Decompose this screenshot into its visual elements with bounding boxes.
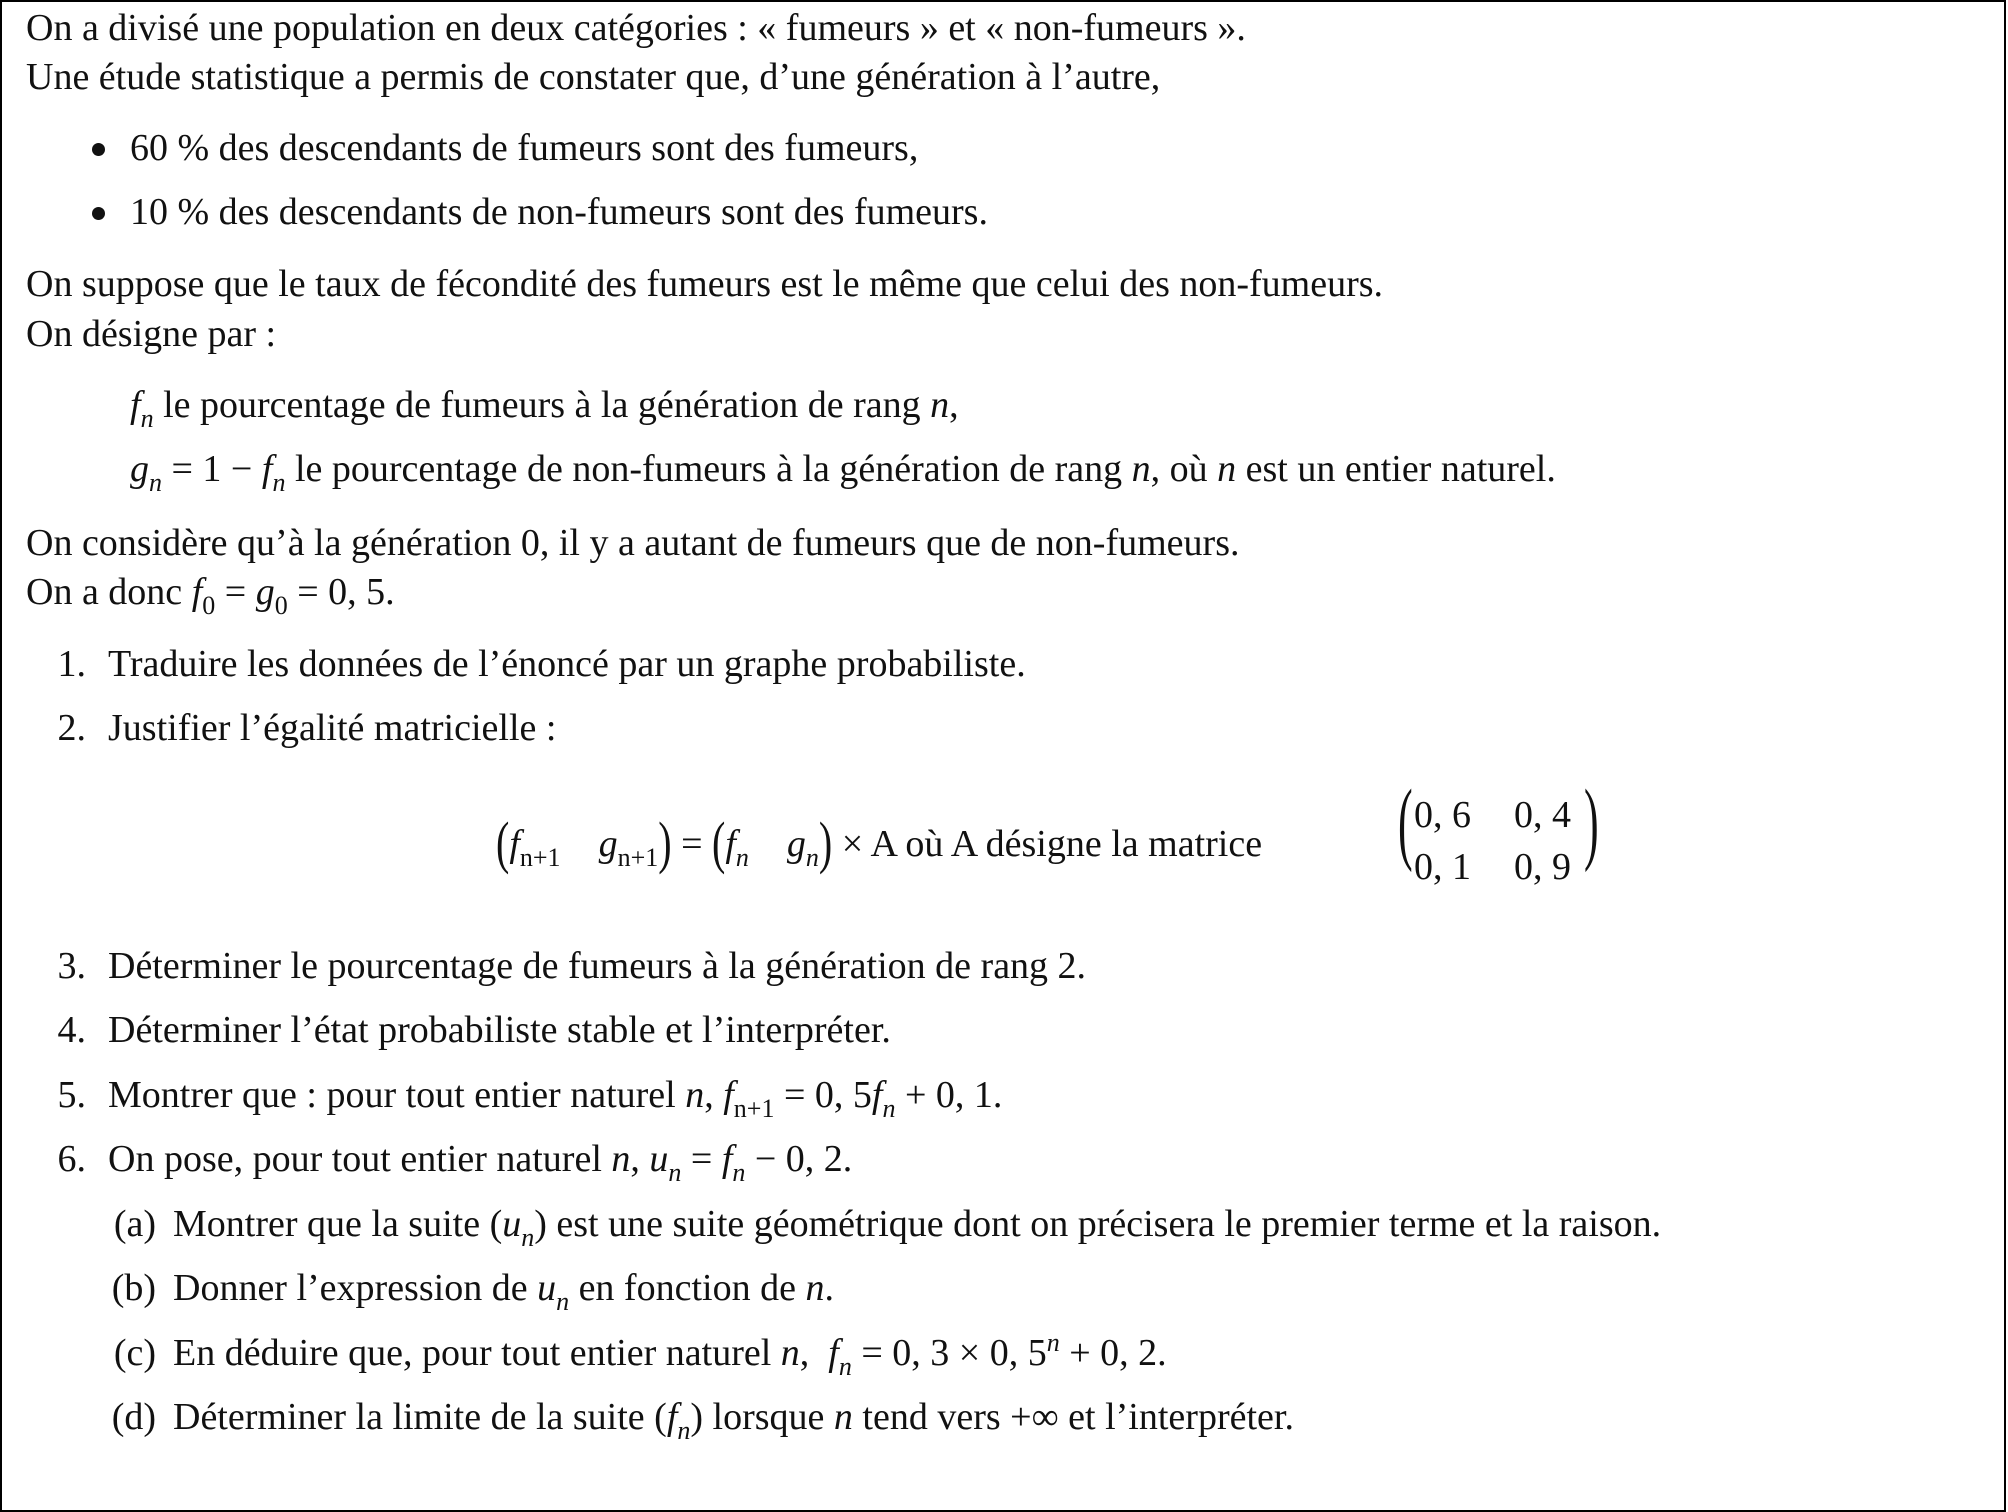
bullet-dot-2 xyxy=(92,207,105,220)
bullet-dot-1 xyxy=(92,143,105,156)
subquestion-c-label: (c) xyxy=(113,1332,156,1374)
question-6-text: On pose, pour tout entier naturel n, $u_n = f_n - 0$, 2. xyxy=(108,1138,853,1187)
question-5-text: Montrer que : pour tout entier naturel n, $f_{n+1} = 0$, $5f_n + 0$, 1. xyxy=(108,1074,1003,1123)
subquestion-a-label: (a) xyxy=(113,1203,156,1245)
matrix-cell-12: 0, 4 xyxy=(1514,794,1571,836)
initial-line-1: On considère qu’à la génération 0, il y a autant de fumeurs que de non-fumeurs. xyxy=(26,522,1240,564)
matrix-left-paren: ( xyxy=(1398,770,1413,874)
bullet-item-1: 60 % des descendants de fumeurs sont des fumeurs, xyxy=(130,127,919,169)
question-2-number: 2. xyxy=(57,707,86,749)
question-1-text: Traduire les données de l’énoncé par un graphe probabiliste. xyxy=(108,643,1026,685)
matrix-right-paren: ) xyxy=(1584,770,1599,874)
subquestion-b-label: (b) xyxy=(111,1267,156,1309)
question-4-text: Déterminer l’état probabiliste stable et l’interpréter. xyxy=(108,1009,891,1051)
intro-line-3: On suppose que le taux de fécondité des fumeurs est le même que celui des non-fumeurs. xyxy=(26,263,1384,305)
question-1-number: 1. xyxy=(57,643,86,685)
intro-line-2: Une étude statistique a permis de constater que, d’une génération à l’autre, xyxy=(26,56,1161,98)
matrix-cell-21: 0, 1 xyxy=(1414,846,1471,888)
subquestion-b-text: Donner l’expression de $u_n$ en fonction de n. xyxy=(173,1267,834,1316)
subquestion-d-text: Déterminer la limite de la suite $(f_n)$ lorsque n tend vers +∞ et l’interpréter. xyxy=(173,1396,1294,1445)
question-4-number: 4. xyxy=(57,1009,86,1051)
initial-line-2: On a donc $f_0 = g_0 = 0$, 5. xyxy=(26,571,395,620)
subquestion-c-text: En déduire que, pour tout entier naturel n, $f_n = 0$, 3 × 0, $5^n + 0$, 2. xyxy=(173,1328,1167,1381)
question-2-text: Justifier l’égalité matricielle : xyxy=(108,707,557,749)
subquestion-a-text: Montrer que la suite $(u_n)$ est une suite géométrique dont on précisera le premier terme et la raison. xyxy=(173,1203,1662,1252)
matrix-cell-22: 0, 9 xyxy=(1514,846,1571,888)
question-3-text: Déterminer le pourcentage de fumeurs à la génération de rang 2. xyxy=(108,945,1087,987)
definition-gn: $g_n = 1 - f_n$ le pourcentage de non-fumeurs à la génération de rang n, où n est un entier naturel. xyxy=(130,448,1556,497)
definition-fn: $f_n$ le pourcentage de fumeurs à la génération de rang n, xyxy=(130,384,959,433)
question-6-number: 6. xyxy=(57,1138,86,1180)
question-5-number: 5. xyxy=(57,1074,86,1116)
bullet-item-2: 10 % des descendants de non-fumeurs sont des fumeurs. xyxy=(130,191,988,233)
intro-line-1: On a divisé une population en deux catégories : « fumeurs » et « non-fumeurs ». xyxy=(26,7,1246,49)
matrix-equality: ($f_{n+1}$ $g_{n+1}) = (f_n$ $g_n) \times A$ où A désigne la matrice xyxy=(496,809,1263,875)
matrix-cell-11: 0, 6 xyxy=(1414,794,1471,836)
subquestion-d-label: (d) xyxy=(111,1396,156,1438)
question-3-number: 3. xyxy=(57,945,86,987)
intro-line-4: On désigne par : xyxy=(26,313,277,355)
